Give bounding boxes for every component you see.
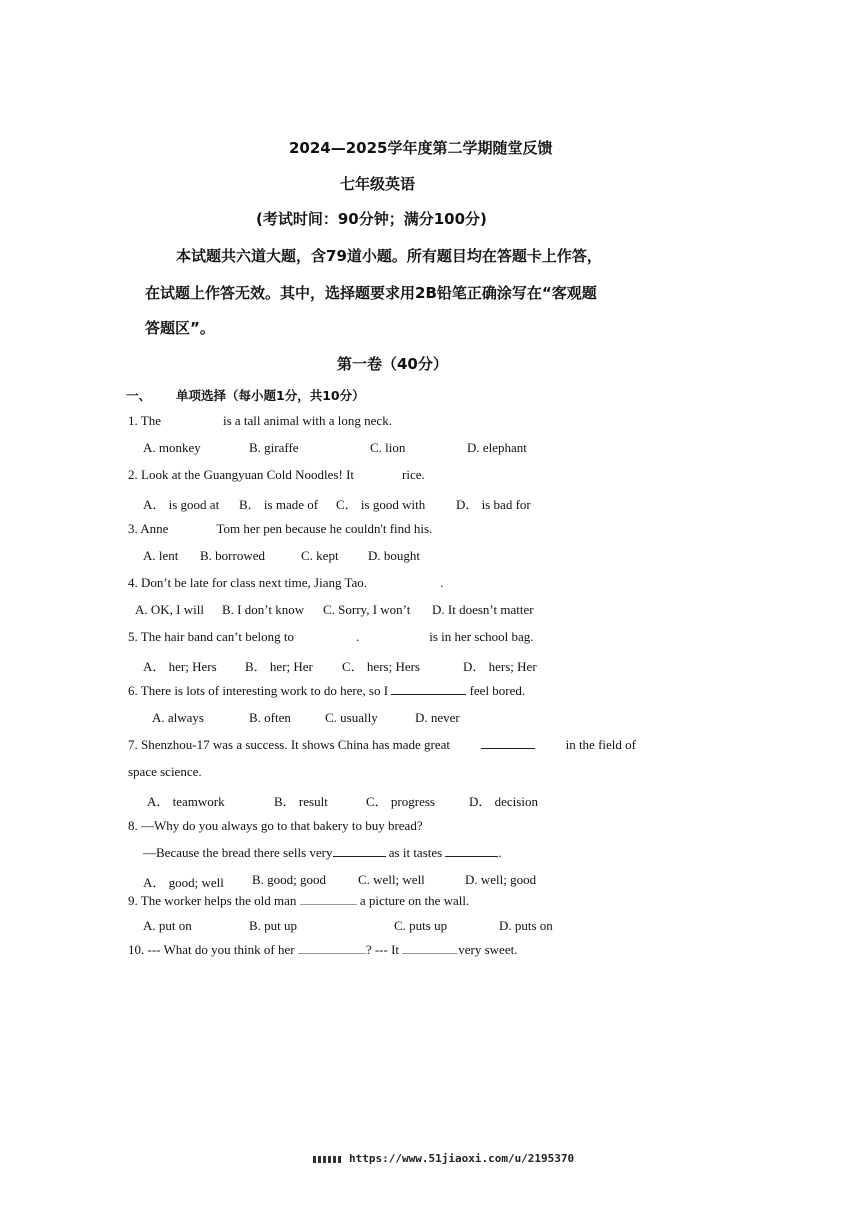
q6-option-c: C. usually — [325, 710, 378, 725]
question-3-stem-end: Tom her pen because he couldn't find his. — [216, 521, 433, 536]
q3-option-b: B. borrowed — [200, 548, 265, 563]
q3-option-c: C. kept — [301, 548, 339, 563]
q9-option-c: C. puts up — [394, 918, 448, 933]
question-7-stem-end: in the field of — [565, 737, 636, 752]
question-9 — [128, 893, 469, 909]
q4-option-a: A. OK, I will — [135, 602, 204, 617]
q3-option-a: A. lent — [143, 548, 179, 563]
section-number: 一、 — [126, 388, 152, 403]
q9-option-a: A. put on — [143, 918, 192, 933]
q5-option-b: B． her; Her — [245, 659, 313, 674]
q8-option-a: A． good; well — [143, 875, 224, 890]
q5-option-d: D． hers; Her — [463, 659, 537, 674]
question-8-response-start: —Because the bread there sells very — [143, 845, 333, 860]
answer-blank — [300, 893, 357, 905]
question-6-stem-start: 6. There is lots of interesting work to do here, so I — [128, 683, 389, 698]
question-6-stem-end: feel bored. — [469, 683, 526, 698]
exam-title: 2024—2025学年度第二学期随堂反馈 — [289, 139, 553, 157]
instructions-line-1: 本试题共六道大题，含79道小题。所有题目均在答题卡上作答， — [176, 247, 602, 265]
q8-option-d: D. well; good — [465, 872, 537, 887]
q1-option-a: A. monkey — [143, 440, 201, 455]
question-3-stem-start: 3. Anne — [128, 521, 169, 536]
question-9-stem-start: 9. The worker helps the old man — [128, 893, 297, 908]
question-7-stem-start: 7. Shenzhou-17 was a success. It shows China has made great — [128, 737, 451, 752]
question-1-stem-start: 1. The — [128, 413, 161, 428]
question-1 — [128, 413, 392, 429]
answer-blank — [481, 737, 535, 749]
question-8-line-2 — [143, 845, 502, 861]
q1-option-d: D. elephant — [467, 440, 527, 455]
q2-option-c: C． is good with — [336, 497, 426, 512]
answer-blank — [402, 942, 458, 954]
question-8-response-mid: as it tastes — [388, 845, 443, 860]
answer-blank — [298, 942, 366, 954]
q3-option-d: D. bought — [368, 548, 420, 563]
q6-option-a: A. always — [152, 710, 204, 725]
question-10-stem-start: 10. --- What do you think of her — [128, 942, 295, 957]
q8-option-b: B. good; good — [252, 872, 327, 887]
volume-title: 第一卷（40分） — [337, 355, 448, 373]
question-5-stem-start: 5. The hair band can’t belong to — [128, 629, 294, 644]
q5-option-c: C． hers; Hers — [342, 659, 420, 674]
question-5-stem-end: is in her school bag. — [429, 629, 534, 644]
question-2-stem-end: rice. — [402, 467, 425, 482]
answer-blank — [333, 845, 386, 857]
q6-option-b: B. often — [249, 710, 291, 725]
question-10-stem-end: very sweet. — [458, 942, 518, 957]
question-7-continuation: space science. — [128, 764, 202, 779]
question-10 — [128, 942, 517, 958]
q5-option-a: A． her; Hers — [143, 659, 217, 674]
section-title: 单项选择（每小题1分，共10分） — [176, 388, 365, 403]
q2-option-a: A． is good at — [143, 497, 220, 512]
question-3 — [128, 521, 432, 537]
question-4-stem-end: . — [440, 575, 444, 590]
question-9-stem-end: a picture on the wall. — [359, 893, 470, 908]
q7-option-b: B． result — [274, 794, 328, 809]
instructions-line-2: 在试题上作答无效。其中，选择题要求用2B铅笔正确涂写在“客观题 — [145, 284, 597, 302]
q6-option-d: D. never — [415, 710, 460, 725]
question-8: 8. —Why do you always go to that bakery to buy bread? — [128, 818, 423, 833]
question-1-stem-end: is a tall animal with a long neck. — [222, 413, 392, 428]
q9-option-b: B. put up — [249, 918, 298, 933]
answer-blank — [445, 845, 498, 857]
answer-blank — [391, 683, 466, 695]
question-4-stem-start: 4. Don’t be late for class next time, Jiang Tao. — [128, 575, 368, 590]
q7-option-d: D． decision — [469, 794, 538, 809]
exam-info: (考试时间：90分钟；满分100分) — [256, 210, 487, 228]
question-4 — [128, 575, 443, 591]
q9-option-d: D. puts on — [499, 918, 553, 933]
question-8-response-end: . — [498, 845, 502, 860]
q4-option-c: C. Sorry, I won’t — [323, 602, 411, 617]
question-7 — [128, 737, 636, 753]
q1-option-c: C. lion — [370, 440, 406, 455]
footer-url[interactable]: https://www.51jiaoxi.com/u/2195370 — [349, 1152, 575, 1165]
q4-option-b: B. I don’t know — [222, 602, 305, 617]
question-5 — [128, 629, 534, 645]
q7-option-c: C． progress — [366, 794, 435, 809]
question-10-stem-mid: ? --- It — [365, 942, 400, 957]
footer — [313, 1152, 574, 1165]
instructions-line-3: 答题区”。 — [145, 319, 215, 337]
q2-option-b: B． is made of — [239, 497, 319, 512]
site-logo-icon — [313, 1156, 343, 1163]
exam-subject: 七年级英语 — [340, 175, 416, 193]
question-6 — [128, 683, 525, 699]
question-2-stem-start: 2. Look at the Guangyuan Cold Noodles! It — [128, 467, 355, 482]
question-2 — [128, 467, 425, 483]
question-5-stem-mid: . — [355, 629, 360, 644]
q4-option-d: D. It doesn’t matter — [432, 602, 534, 617]
q1-option-b: B. giraffe — [249, 440, 299, 455]
q8-option-c: C. well; well — [358, 872, 425, 887]
q7-option-a: A． teamwork — [147, 794, 225, 809]
q2-option-d: D． is bad for — [456, 497, 531, 512]
